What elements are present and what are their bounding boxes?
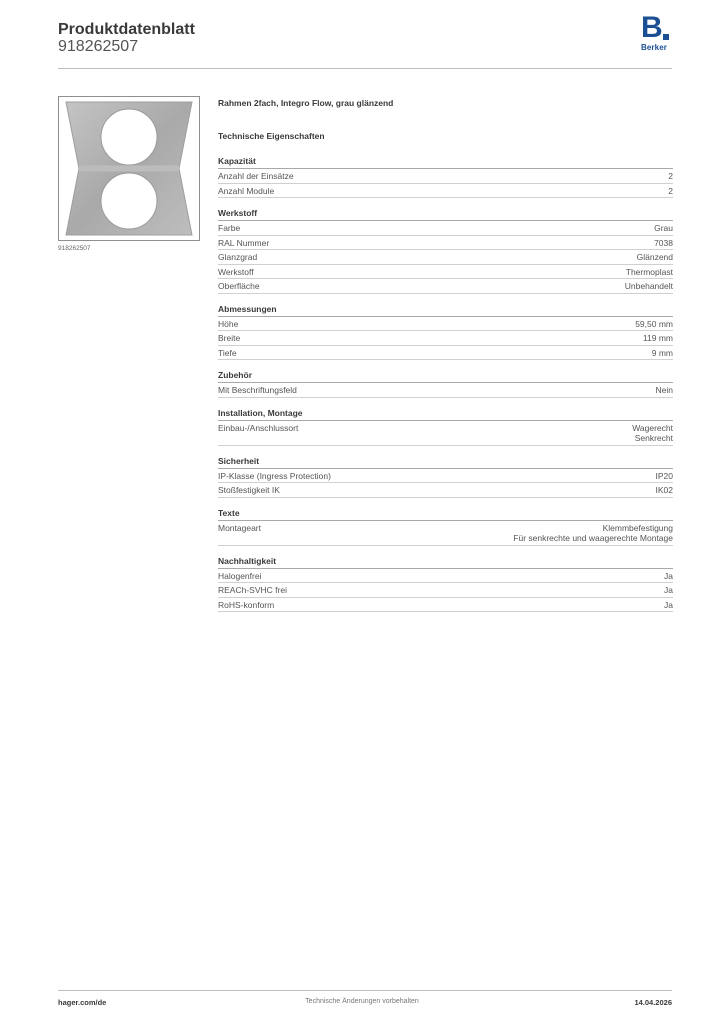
- section-heading: Werkstoff: [218, 207, 673, 221]
- spec-value: [668, 171, 673, 182]
- spec-row: [218, 331, 673, 346]
- spec-value: [637, 252, 673, 263]
- insert-opening-bottom: [101, 173, 157, 229]
- image-caption: 918262507: [58, 245, 91, 252]
- spec-label: Anzahl der Einsätze: [218, 171, 294, 181]
- tech-properties-heading: Technische Eigenschaften: [218, 131, 325, 141]
- spec-value-line: Glänzend: [636, 252, 673, 262]
- footer-notice: Technische Änderungen vorbehalten: [305, 998, 419, 1005]
- spec-row: [218, 221, 673, 236]
- spec-value-line: 9 mm: [651, 347, 673, 358]
- section-heading: Sicherheit: [218, 455, 673, 469]
- spec-value-line: Grau: [654, 223, 673, 233]
- spec-value-line: 7038: [654, 237, 673, 248]
- logo-text: Berker: [641, 43, 667, 52]
- spec-row: [218, 421, 673, 446]
- header-divider: [58, 68, 672, 69]
- spec-value-line: Nein: [655, 385, 673, 395]
- section-heading: Nachhaltigkeit: [218, 555, 673, 569]
- frame-drawing: [59, 97, 199, 240]
- spec-value: [643, 333, 673, 344]
- spec-sections: [218, 155, 673, 612]
- footer-website[interactable]: hager.com/de: [58, 998, 107, 1007]
- spec-row: [218, 279, 673, 294]
- spec-label: RoHS-konform: [218, 599, 275, 610]
- spec-value: [654, 223, 673, 234]
- spec-value-line: Thermoplast: [625, 266, 673, 277]
- spec-value: [656, 485, 674, 496]
- spec-content: [218, 97, 673, 612]
- spec-row: [218, 236, 673, 251]
- spec-value: [635, 319, 673, 330]
- spec-value: [656, 385, 673, 396]
- spec-value: [626, 267, 673, 278]
- spec-value-line: Für senkrechte und waagerechte Montage: [513, 533, 673, 543]
- spec-section: [218, 555, 673, 613]
- spec-label: Höhe: [218, 318, 239, 329]
- spec-section: [218, 155, 673, 198]
- spec-row: [218, 346, 673, 361]
- spec-row: [218, 521, 673, 546]
- spec-row: [218, 265, 673, 280]
- logo-letter: B: [641, 11, 663, 44]
- spec-row: [218, 583, 673, 598]
- spec-label: Oberfläche: [218, 281, 260, 291]
- spec-value-line: Unbehandelt: [624, 281, 673, 291]
- spec-label: REACh-SVHC frei: [218, 585, 287, 595]
- spec-label: Mit Beschriftungsfeld: [218, 385, 297, 395]
- spec-value-line: 2: [668, 171, 673, 181]
- spec-value: [654, 238, 673, 249]
- page-title: Produktdatenblatt: [58, 21, 195, 38]
- spec-value-line: Klemmbefestigung: [602, 522, 673, 533]
- spec-section: [218, 207, 673, 294]
- spec-row: [218, 317, 673, 332]
- spec-value-line: 2: [668, 185, 673, 196]
- spec-section: [218, 303, 673, 361]
- spec-value: [664, 585, 673, 596]
- spec-label: Halogenfrei: [218, 570, 262, 581]
- spec-value: [668, 186, 673, 197]
- spec-value-line: Senkrecht: [634, 433, 673, 443]
- spec-label: Stoßfestigkeit IK: [218, 485, 280, 495]
- spec-label: Werkstoff: [218, 266, 254, 277]
- spec-section: [218, 369, 673, 398]
- spec-label: Tiefe: [218, 347, 237, 358]
- insert-opening-top: [101, 109, 157, 165]
- spec-section: [218, 455, 673, 498]
- spec-section: [218, 507, 673, 546]
- section-heading: Texte: [218, 507, 673, 521]
- spec-row: [218, 483, 673, 498]
- spec-label: Einbau-/Anschlussort: [218, 422, 299, 433]
- product-name: Rahmen 2fach, Integro Flow, grau glänzend: [218, 98, 394, 108]
- section-heading: Kapazität: [218, 155, 673, 169]
- spec-row: [218, 383, 673, 398]
- spec-label: Montageart: [218, 522, 261, 533]
- spec-label: IP-Klasse (Ingress Protection): [218, 470, 331, 481]
- spec-label: RAL Nummer: [218, 237, 270, 248]
- spec-value: [632, 423, 673, 444]
- spec-value-line: Ja: [664, 585, 673, 595]
- spec-value-line: Wagerecht: [632, 422, 673, 433]
- section-heading: Zubehör: [218, 369, 673, 383]
- spec-value-line: Ja: [664, 570, 673, 581]
- spec-value: [664, 571, 673, 582]
- spec-value-line: 119 mm: [642, 333, 673, 343]
- spec-value-line: Ja: [664, 599, 673, 610]
- spec-row: [218, 469, 673, 484]
- footer-divider: [58, 990, 672, 991]
- spec-row: [218, 598, 673, 613]
- spec-row: [218, 169, 673, 184]
- berker-logo: [640, 11, 674, 53]
- spec-row: [218, 569, 673, 584]
- spec-value-line: 59,50 mm: [635, 318, 673, 329]
- spec-value-line: IP20: [655, 470, 673, 481]
- spec-label: Glanzgrad: [218, 252, 258, 262]
- spec-value: [513, 523, 673, 544]
- footer-date: 14.04.2026: [634, 998, 672, 1007]
- article-number: 918262507: [58, 38, 139, 55]
- section-heading: Abmessungen: [218, 303, 673, 317]
- spec-value: [656, 471, 674, 482]
- section-heading: Installation, Montage: [218, 407, 673, 421]
- spec-label: Farbe: [218, 223, 241, 233]
- spec-section: [218, 407, 673, 446]
- spec-row: [218, 250, 673, 265]
- spec-label: Breite: [218, 333, 241, 343]
- logo-dot: [663, 34, 669, 40]
- spec-value-line: IK02: [655, 485, 673, 495]
- spec-label: Anzahl Module: [218, 185, 275, 196]
- spec-value: [625, 281, 673, 292]
- spec-value: [664, 600, 673, 611]
- spec-row: [218, 184, 673, 199]
- product-image: [58, 96, 200, 241]
- spec-value: [652, 348, 673, 359]
